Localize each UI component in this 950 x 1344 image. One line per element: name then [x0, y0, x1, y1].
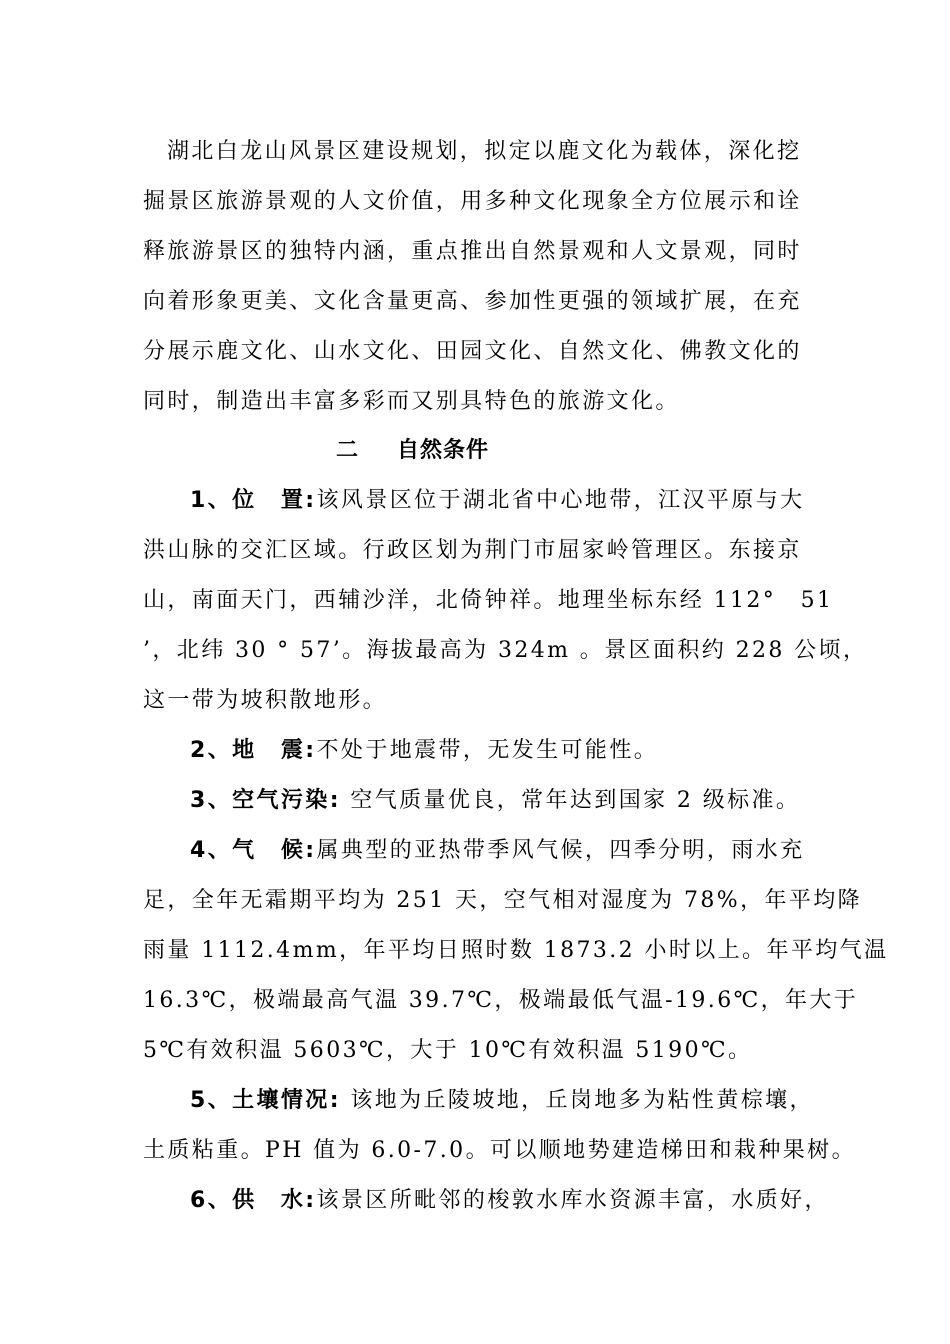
- item-line: 洪山脉的交汇区域。行政区划为荆门市屈家岭管理区。东接京: [143, 538, 802, 563]
- item-line: 5℃有效积温 5603℃，大于 10℃有效积温 5190℃。: [143, 1038, 753, 1063]
- item-text: 不处于地震带，无发生可能性。: [316, 738, 659, 763]
- item-label: 1、位 置:: [190, 488, 317, 513]
- item-text: 该地为丘陵坡地，丘岗地多为粘性黄棕壤，: [350, 1088, 814, 1113]
- section-title: 自然条件: [397, 438, 490, 463]
- item-text: 该景区所毗邻的梭敦水库水资源丰富，水质好，: [316, 1188, 829, 1213]
- intro-line: 同时，制造出丰富多彩而又别具特色的旅游文化。: [143, 389, 680, 414]
- item-first-line: [190, 1086, 825, 1116]
- intro-line: 掘景区旅游景观的人文价值，用多种文化现象全方位展示和诠: [143, 189, 802, 214]
- item-text: 属典型的亚热带季风气候，四季分明，雨水充: [316, 838, 805, 863]
- section-heading: [0, 436, 950, 466]
- item-line: 雨量 1112.4mm，年平均日照时数 1873.2 小时以上。年平均气温: [143, 938, 889, 963]
- item-line: 足，全年无霜期平均为 251 天，空气相对湿度为 78%，年平均降: [143, 888, 863, 913]
- intro-line: 湖北白龙山风景区建设规划，拟定以鹿文化为载体，深化挖: [167, 139, 802, 164]
- item-first-line: [190, 736, 825, 766]
- item-line: 这一带为坡积散地形。: [143, 688, 388, 713]
- item-label: 5、土壤情况:: [190, 1088, 341, 1113]
- item-line: 土质粘重。PH 值为 6.0-7.0。可以顺地势建造梯田和栽种果树。: [143, 1138, 856, 1163]
- item-first-line: [190, 836, 825, 866]
- intro-line: 释旅游景区的独特内涵，重点推出自然景观和人文景观，同时: [143, 239, 802, 264]
- item-line: ’，北纬 30 ° 57’。海拔最高为 324m 。景区面积约 228 公顷，: [143, 638, 868, 663]
- item-first-line: [190, 786, 825, 816]
- item-first-line: [190, 486, 825, 516]
- intro-line: 分展示鹿文化、山水文化、田园文化、自然文化、佛教文化的: [143, 339, 802, 364]
- section-number: 二: [336, 438, 359, 463]
- item-text: 空气质量优良，常年达到国家 2 级标准。: [350, 788, 801, 813]
- item-first-line: [190, 1186, 829, 1216]
- item-text: 该风景区位于湖北省中心地带，江汉平原与大: [316, 488, 805, 513]
- item-label: 3、空气污染:: [190, 788, 341, 813]
- item-line: 山，南面天门，西辅沙洋，北倚钟祥。地理坐标东经 112° 51: [143, 588, 834, 613]
- item-label: 6、供 水:: [190, 1188, 317, 1213]
- intro-line: 向着形象更美、文化含量更高、参加性更强的领域扩展，在充: [143, 289, 802, 314]
- item-label: 4、气 候:: [190, 838, 317, 863]
- item-label: 2、地 震:: [190, 738, 317, 763]
- item-line: 16.3℃，极端最高气温 39.7℃，极端最低气温-19.6℃，年大于: [143, 988, 859, 1013]
